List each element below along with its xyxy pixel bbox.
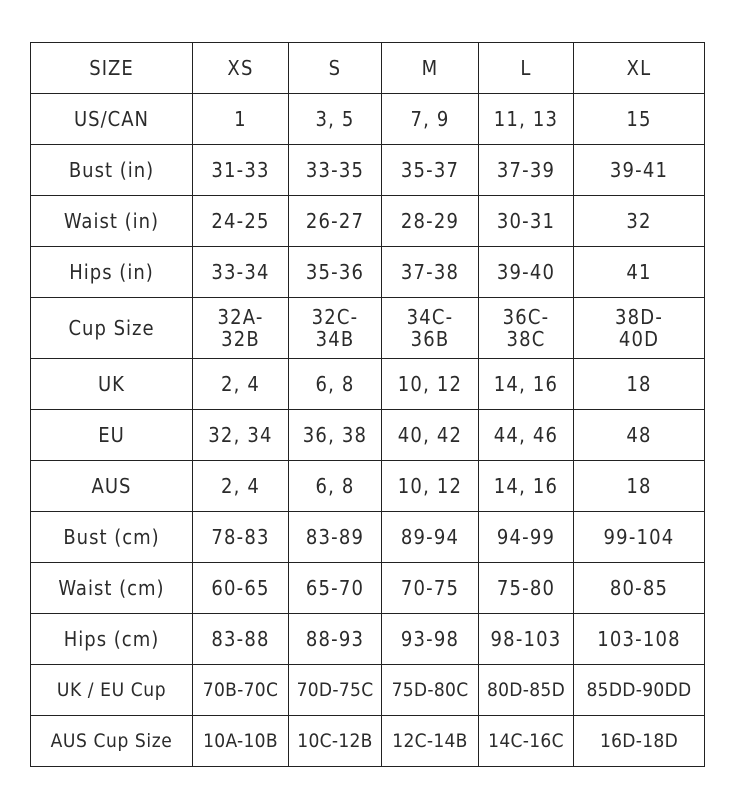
- table-cell: 35-36: [289, 247, 382, 298]
- table-row: [31, 716, 705, 767]
- table-cell: 41: [574, 247, 705, 298]
- header-cell: L: [479, 43, 574, 94]
- table-cell: 80D-85D: [479, 665, 574, 716]
- table-row: [31, 247, 705, 298]
- table-cell: 32A- 32B: [193, 298, 289, 359]
- table-cell: 36C- 38C: [479, 298, 574, 359]
- row-label: UK / EU Cup: [31, 665, 193, 716]
- row-label: AUS Cup Size: [31, 716, 193, 767]
- table-row: [31, 665, 705, 716]
- table-cell: 80-85: [574, 563, 705, 614]
- table-cell: 70-75: [382, 563, 479, 614]
- table-cell: 10, 12: [382, 359, 479, 410]
- table-cell: 44, 46: [479, 410, 574, 461]
- table-cell: 14, 16: [479, 461, 574, 512]
- table-cell: 32C- 34B: [289, 298, 382, 359]
- table-row: [31, 461, 705, 512]
- table-cell: 7, 9: [382, 94, 479, 145]
- size-chart-table: [30, 42, 705, 767]
- header-cell: M: [382, 43, 479, 94]
- table-cell: 32: [574, 196, 705, 247]
- table-cell: 83-89: [289, 512, 382, 563]
- table-cell: 6, 8: [289, 359, 382, 410]
- table-cell: 39-41: [574, 145, 705, 196]
- table-cell: 33-34: [193, 247, 289, 298]
- table-cell: 103-108: [574, 614, 705, 665]
- table-row: [31, 410, 705, 461]
- table-row: [31, 614, 705, 665]
- table-row: [31, 512, 705, 563]
- table-cell: 99-104: [574, 512, 705, 563]
- table-cell: 10C-12B: [289, 716, 382, 767]
- table-cell: 31-33: [193, 145, 289, 196]
- table-row: [31, 94, 705, 145]
- table-cell: 94-99: [479, 512, 574, 563]
- table-cell: 28-29: [382, 196, 479, 247]
- table-cell: 48: [574, 410, 705, 461]
- table-cell: 37-38: [382, 247, 479, 298]
- table-cell: 40, 42: [382, 410, 479, 461]
- table-cell: 65-70: [289, 563, 382, 614]
- table-cell: 18: [574, 359, 705, 410]
- row-label: Bust (cm): [31, 512, 193, 563]
- header-cell: XS: [193, 43, 289, 94]
- table-cell: 75-80: [479, 563, 574, 614]
- table-cell: 38D- 40D: [574, 298, 705, 359]
- table-cell: 26-27: [289, 196, 382, 247]
- row-label: Cup Size: [31, 298, 193, 359]
- table-cell: 15: [574, 94, 705, 145]
- table-row: [31, 359, 705, 410]
- table-cell: 10A-10B: [193, 716, 289, 767]
- row-label: Waist (in): [31, 196, 193, 247]
- table-cell: 1: [193, 94, 289, 145]
- table-cell: 39-40: [479, 247, 574, 298]
- table-cell: 2, 4: [193, 461, 289, 512]
- table-cell: 32, 34: [193, 410, 289, 461]
- table-row: [31, 145, 705, 196]
- size-chart: [30, 42, 704, 765]
- table-cell: 70D-75C: [289, 665, 382, 716]
- table-cell: 78-83: [193, 512, 289, 563]
- row-label: UK: [31, 359, 193, 410]
- table-cell: 88-93: [289, 614, 382, 665]
- table-cell: 83-88: [193, 614, 289, 665]
- table-cell: 85DD-90DD: [574, 665, 705, 716]
- table-cell: 2, 4: [193, 359, 289, 410]
- row-label: Hips (in): [31, 247, 193, 298]
- table-cell: 14, 16: [479, 359, 574, 410]
- table-row: [31, 298, 705, 359]
- table-cell: 6, 8: [289, 461, 382, 512]
- table-cell: 36, 38: [289, 410, 382, 461]
- table-cell: 35-37: [382, 145, 479, 196]
- table-cell: 89-94: [382, 512, 479, 563]
- table-cell: 30-31: [479, 196, 574, 247]
- table-row: [31, 563, 705, 614]
- table-cell: 3, 5: [289, 94, 382, 145]
- table-cell: 33-35: [289, 145, 382, 196]
- table-cell: 24-25: [193, 196, 289, 247]
- table-cell: 12C-14B: [382, 716, 479, 767]
- table-cell: 98-103: [479, 614, 574, 665]
- row-label: AUS: [31, 461, 193, 512]
- header-cell: S: [289, 43, 382, 94]
- table-cell: 75D-80C: [382, 665, 479, 716]
- row-label: Bust (in): [31, 145, 193, 196]
- row-label: EU: [31, 410, 193, 461]
- table-cell: 93-98: [382, 614, 479, 665]
- header-row: [31, 43, 705, 94]
- header-cell: SIZE: [31, 43, 193, 94]
- header-cell: XL: [574, 43, 705, 94]
- row-label: US/CAN: [31, 94, 193, 145]
- table-cell: 34C- 36B: [382, 298, 479, 359]
- row-label: Hips (cm): [31, 614, 193, 665]
- table-cell: 11, 13: [479, 94, 574, 145]
- table-cell: 16D-18D: [574, 716, 705, 767]
- row-label: Waist (cm): [31, 563, 193, 614]
- table-cell: 18: [574, 461, 705, 512]
- table-cell: 37-39: [479, 145, 574, 196]
- table-cell: 70B-70C: [193, 665, 289, 716]
- table-row: [31, 196, 705, 247]
- table-cell: 14C-16C: [479, 716, 574, 767]
- table-cell: 10, 12: [382, 461, 479, 512]
- table-cell: 60-65: [193, 563, 289, 614]
